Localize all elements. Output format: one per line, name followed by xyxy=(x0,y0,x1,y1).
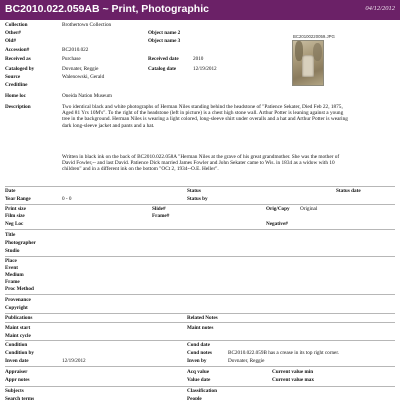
section-divider xyxy=(5,229,395,230)
section-divider xyxy=(5,340,395,341)
label-event: Event xyxy=(5,265,18,271)
label-old: Old# xyxy=(5,38,16,44)
label-description: Description xyxy=(5,104,31,110)
value-received-as: Purchase xyxy=(62,56,81,62)
section-divider xyxy=(5,256,395,257)
value-orig-copy: Original xyxy=(300,206,318,212)
label-cataloged-by: Cataloged by xyxy=(5,66,35,72)
record-title: BC2010.022.059AB ~ Print, Photographic xyxy=(5,3,209,15)
label-medium: Medium xyxy=(5,272,24,278)
label-condition-by: Condition by xyxy=(5,350,34,356)
label-title: Title xyxy=(5,232,16,238)
section-divider xyxy=(5,204,395,205)
label-publications: Publications xyxy=(5,315,33,321)
label-source: Source xyxy=(5,74,21,80)
label-cond-date: Cond date xyxy=(187,342,210,348)
section-divider xyxy=(5,366,395,367)
label-value-date: Value date xyxy=(187,377,211,383)
label-negative: Negative# xyxy=(266,221,288,227)
label-home-loc: Home loc xyxy=(5,93,26,99)
label-place: Place xyxy=(5,258,17,264)
description-paragraph-2: Written in black ink on the back of BC2010.022.058A "Herman Niles at the grave of his great grandmother. She was the mother of David Fowler,-- and last David. Patience Dick married James Fowler and John Sekater came to Wis. in 1834 as a widow with 10 children" and in a different ink on the bottom "OCt 2, 1934--O.E. Heller". xyxy=(62,154,340,173)
label-acq-value: Acq value xyxy=(187,369,210,375)
label-received-date: Received date xyxy=(148,56,179,62)
label-catalog-date: Catalog date xyxy=(148,66,177,72)
label-related-notes: Related Notes xyxy=(187,315,218,321)
label-appr-notes: Appr notes xyxy=(5,377,30,383)
label-frame: Frame xyxy=(5,279,20,285)
label-neg-loc: Neg Loc xyxy=(5,221,24,227)
value-cataloged-by: Dovnater, Reggie xyxy=(62,66,99,72)
label-received-as: Received as xyxy=(5,56,31,62)
label-studio: Studio xyxy=(5,248,20,254)
label-provenance: Provenance xyxy=(5,297,31,303)
value-source: Walenowski, Gerald xyxy=(62,74,105,80)
section-divider xyxy=(5,186,395,187)
section-divider xyxy=(5,294,395,295)
label-status: Status xyxy=(187,188,201,194)
label-slide: Slide# xyxy=(152,206,166,212)
value-cond-notes: BC2010.022.059B has a crease in its top right corner. xyxy=(228,350,340,356)
label-status-date: Status date xyxy=(336,188,361,194)
label-appraiser: Appraiser xyxy=(5,369,28,375)
label-maint-notes: Maint notes xyxy=(187,325,214,331)
label-accession: Accession# xyxy=(5,47,30,53)
label-classification: Classification xyxy=(187,388,217,394)
label-inven-by: Inven by xyxy=(187,358,207,364)
object-photo-thumbnail[interactable] xyxy=(292,40,324,86)
label-search-terms: Search terms xyxy=(5,396,35,400)
section-divider xyxy=(5,313,395,314)
label-photographer: Photographer xyxy=(5,240,36,246)
record-header xyxy=(0,0,400,20)
section-divider xyxy=(5,322,395,323)
section-divider xyxy=(5,386,395,387)
label-creditline: Creditline xyxy=(5,82,28,88)
label-proc-method: Proc Method xyxy=(5,286,34,292)
label-date: Date xyxy=(5,188,16,194)
label-condition: Condition xyxy=(5,342,28,348)
label-subjects: Subjects xyxy=(5,388,24,394)
label-collection: Collection xyxy=(5,22,28,28)
value-inven-by: Dovnater, Reggie xyxy=(228,358,265,364)
label-copyright: Copyright xyxy=(5,305,28,311)
label-print-size: Print size xyxy=(5,206,26,212)
value-home-loc: Oneida Nation Museum xyxy=(62,93,112,99)
label-film-size: Film size xyxy=(5,213,25,219)
label-year-range: Year Range xyxy=(5,196,31,202)
value-catalog-date: 12/19/2012 xyxy=(193,66,217,72)
label-object-name-2: Object name 2 xyxy=(148,30,181,36)
value-inven-date: 12/19/2012 xyxy=(62,358,86,364)
value-received-date: 2010 xyxy=(193,56,204,62)
label-cond-notes: Cond notes xyxy=(187,350,212,356)
value-collection: Brothertown Collection xyxy=(62,22,112,28)
label-object-name-3: Object name 3 xyxy=(148,38,181,44)
description-paragraph-1: Two identical black and white photographs of Herman Niles standing behind the headstone of "Patience Sekater, Died Feb 22, 1875, Aged 81 Yrs 10M's". To the right of the headstone (left in picture) is a chest high stone wall. Arthur Potter is leaning against a young tree in the background. Herman Niles is wearing a light colored, long-sleeve shirt under overalls and a hat and Arthur Potter is wearing dark long-sleeve jacket and pants and a hat. xyxy=(62,104,348,129)
label-maint-start: Maint start xyxy=(5,325,31,331)
label-other: Other# xyxy=(5,30,21,36)
photo-headstone-shape xyxy=(302,55,314,77)
label-frame-number: Frame# xyxy=(152,213,170,219)
label-current-value-min: Current value min xyxy=(272,369,314,375)
thumbnail-filename: BC20100220059.JPG xyxy=(293,34,335,39)
value-accession: BC2010.022 xyxy=(62,47,89,53)
label-current-value-max: Current value max xyxy=(272,377,314,383)
label-inven-date: Inven date xyxy=(5,358,29,364)
report-date: 04/12/2012 xyxy=(365,5,395,12)
value-year-range: 0 - 0 xyxy=(62,196,72,202)
label-maint-cycle: Maint cycle xyxy=(5,333,31,339)
label-people: People xyxy=(187,396,202,400)
label-status-by: Status by xyxy=(187,196,208,202)
photo-foliage-shape xyxy=(313,43,322,61)
label-orig-copy: Orig/Copy xyxy=(266,206,290,212)
